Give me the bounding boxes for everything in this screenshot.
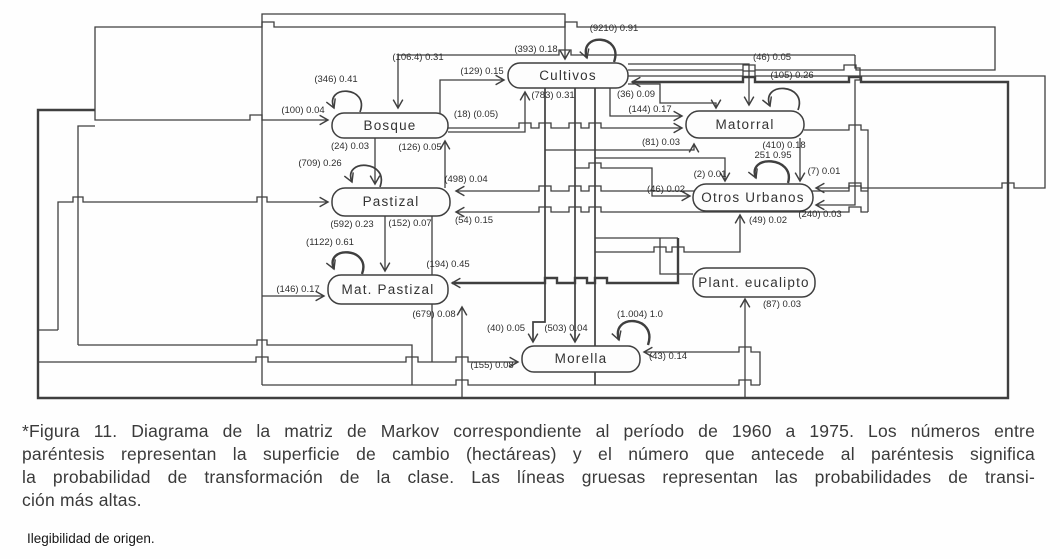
node-label: Morella [554,351,608,366]
node-label: Plant. eucalipto [698,275,810,290]
node-plant-eucalipto [693,268,815,297]
edge-label: (36) 0.09 [616,89,656,100]
self-loop-otros-urbanos [755,161,789,183]
self-loop-cultivos [586,40,616,62]
node-mat-pastizal [328,275,448,304]
edge-label: (126) 0.05 [398,142,442,153]
figure-caption [22,420,1035,512]
edge-label: (46) 0.05 [752,52,792,63]
edge-label: (106.4) 0.31 [392,52,444,63]
connector [452,238,678,283]
node-label: Otros Urbanos [701,190,805,205]
edge-label: (346) 0.41 [314,74,358,85]
edge-label: (100) 0.04 [281,105,325,116]
self-loop-mat-pastizal [333,252,364,274]
edge-label: (7) 0.01 [807,166,841,177]
edge-label: (152) 0.07 [388,218,432,229]
connector [38,357,518,362]
self-loop-matorral [769,88,800,110]
node-label: Pastizal [362,194,420,209]
edge-label: (1.004) 1.0 [617,309,663,320]
node-label: Matorral [715,117,775,132]
connector [262,380,760,385]
edge-label: (146) 0.17 [276,284,320,295]
edge-label: (679) 0.08 [412,309,456,320]
node-morella [522,346,640,372]
node-bosque [332,113,448,138]
edge-label: 251 0.95 [754,150,792,161]
node-otros-urbanos [693,184,813,211]
node-cultivos [508,63,628,88]
edge-label: (129) 0.15 [460,66,504,77]
caption-line-2: paréntesis representan la superficie de cambio (hectáreas) y el número que antecede al paréntesis significa [22,444,1035,464]
self-loop-pastizal [351,165,382,187]
caption-line-1: *Figura 11. Diagrama de la matriz de Markov correspondiente al período de 1960 a 1975. Los números entre [22,421,1035,441]
edge-label: (1122) 0.61 [306,237,354,248]
connector [38,77,1008,398]
node-label: Cultivos [539,68,597,83]
edge-label: (144) 0.17 [628,104,672,115]
edge-label: (81) 0.03 [641,137,681,148]
edge-label: (105) 0.26 [770,70,814,81]
edge-label: (40) 0.05 [486,323,526,334]
edge-label: (18) (0.05) [453,109,499,120]
edge-label: (410) 0.18 [762,140,806,151]
node-label: Mat. Pastizal [341,282,435,297]
footnote: Ilegibilidad de origen. [27,531,155,546]
edge-label: (43) 0.14 [648,351,688,362]
edge-label: (498) 0.04 [444,174,488,185]
connector [78,126,95,345]
edge-label: (9210) 0.91 [589,23,639,34]
connector [660,238,693,274]
edge-label: (783) 0.31 [531,90,575,101]
node-matorral [686,111,804,138]
edge-label: (49) 0.02 [748,215,788,226]
edge-label: (155) 0.08 [470,360,514,371]
node-label: Bosque [363,118,417,133]
edge-label: (46) 0.02 [646,184,686,195]
caption-line-3: la probabilidad de transformación de la clase. Las líneas gruesas representan las probabilidades de transi- [22,467,1035,487]
edge-label: (87) 0.03 [762,299,802,310]
connector [58,197,328,330]
edge-label: (393) 0.18 [514,44,558,55]
self-loop-morella [618,321,650,345]
edge-label: (592) 0.23 [330,219,374,230]
edge-label: (709) 0.26 [298,158,342,169]
edge-label: (2) 0.01 [693,169,727,180]
edge-label: (24) 0.03 [330,141,370,152]
node-pastizal [332,188,450,216]
caption-line-4: ción más altas. [22,490,142,510]
edge-label: (54) 0.15 [454,215,494,226]
edge-label: (240) 0.03 [798,209,842,220]
connector [448,123,682,128]
connector [595,215,740,252]
edge-label: (503) 0.04 [544,323,588,334]
self-loop-bosque [333,91,362,112]
edge-label: (194) 0.45 [426,259,470,270]
